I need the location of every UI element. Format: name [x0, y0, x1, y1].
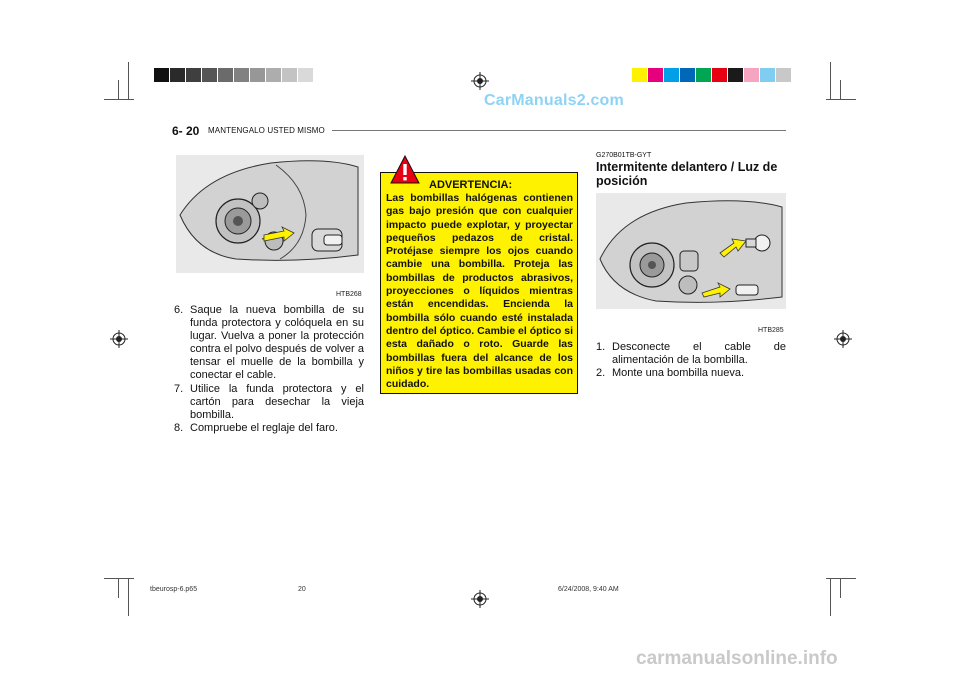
registration-color-bar: [632, 68, 792, 82]
crop-mark: [104, 99, 134, 100]
registration-swatch: [712, 68, 728, 82]
page-number: 6- 20: [172, 124, 200, 138]
steps-list-right: [596, 341, 786, 380]
headlamp-turn-signal-drawing: [596, 193, 786, 309]
registration-swatch: [632, 68, 648, 82]
registration-swatch: [234, 68, 250, 82]
crop-mark: [840, 578, 841, 598]
steps-list-left: [174, 304, 364, 435]
registration-swatch: [664, 68, 680, 82]
headlamp-rear-drawing: [176, 155, 364, 273]
footer-page: 20: [298, 586, 306, 593]
list-item: [174, 304, 364, 383]
step-text: Monte una bombilla nueva.: [612, 367, 745, 380]
registration-swatch: [760, 68, 776, 82]
list-item: [174, 383, 364, 422]
headlamp-illustration-right: [596, 193, 786, 309]
step-text: Compruebe el reglaje del faro.: [190, 421, 338, 434]
registration-swatch: [250, 68, 266, 82]
crop-mark: [118, 80, 119, 100]
registration-swatch: [298, 68, 314, 82]
warning-triangle-icon: [390, 155, 420, 185]
registration-swatch: [648, 68, 664, 82]
section-heading: Intermitente delantero / Luz de posición: [596, 160, 778, 188]
footer-timestamp: 6/24/2008, 9:40 AM: [558, 586, 619, 593]
headlamp-illustration-left: [176, 155, 364, 273]
step-text: Utilice la funda protectora y el cartón para desechar la vieja bombilla.: [190, 382, 364, 421]
crop-mark: [830, 578, 831, 616]
registration-target-icon: [110, 330, 128, 348]
crop-mark: [104, 578, 134, 579]
registration-swatch: [728, 68, 744, 82]
warning-title: ADVERTENCIA:: [429, 179, 513, 191]
figure-code-left: HTB268: [336, 291, 362, 298]
registration-target-icon: [471, 590, 489, 608]
watermark-top[interactable]: CarManuals2.com: [484, 92, 624, 109]
step-text: Desconecte el cable de alimentación de la bombilla.: [612, 341, 786, 367]
registration-target-icon: [471, 72, 489, 90]
section-title: MANTENGALO USTED MISMO: [208, 126, 325, 135]
step-number: 8.: [174, 421, 184, 434]
crop-mark: [128, 578, 129, 616]
crop-mark: [118, 578, 119, 598]
registration-swatch: [186, 68, 202, 82]
step-number: 2.: [596, 367, 606, 380]
footer-file: tbeurosp-6.p65: [150, 586, 198, 593]
crop-mark: [826, 99, 856, 100]
registration-swatch: [154, 68, 170, 82]
registration-swatch: [282, 68, 298, 82]
registration-target-icon: [834, 330, 852, 348]
warning-box: [380, 172, 578, 394]
registration-swatch: [696, 68, 712, 82]
watermark-bottom[interactable]: carmanualsonline.info: [636, 648, 838, 669]
crop-mark: [830, 62, 831, 100]
list-item: [174, 422, 364, 435]
registration-swatch: [202, 68, 218, 82]
list-item: [596, 367, 786, 380]
step-number: 7.: [174, 382, 184, 395]
registration-swatch: [680, 68, 696, 82]
registration-swatch: [218, 68, 234, 82]
reference-code: G270B01TB-GYT: [596, 152, 652, 159]
step-number: 1.: [596, 341, 606, 353]
registration-swatch: [266, 68, 282, 82]
figure-code-right: HTB285: [758, 327, 784, 334]
step-text: Saque la nueva bombilla de su funda protectora y colóquela en su lugar. Vuelva a poner la protección contra el polvo después de volver a tensar el muelle de la bombilla y conectar el cable.: [190, 304, 364, 382]
warning-text: Las bombillas halógenas contienen gas bajo presión que con cualquier impacto puede explotar, y proyectar pequeños pedazos de cristal. Protéjase siempre los ojos cuando cambie una bombilla. Proteja las bombillas de productos abrasivos, proyecciones o líquidos mientras están encendidas. Encienda la bombilla sólo cuando esté instalada dentro del óptico. Cambie el óptico si esta dañado o roto. Guarde las bombillas fuera del alcance de los niños y tire las bombillas usadas con cuidado.: [386, 192, 573, 391]
crop-mark: [128, 62, 129, 100]
list-item: [596, 341, 786, 367]
registration-swatch: [776, 68, 792, 82]
crop-mark: [840, 80, 841, 100]
header-rule: [332, 130, 786, 131]
registration-swatch: [170, 68, 186, 82]
registration-gray-bar: [154, 68, 314, 82]
registration-swatch: [744, 68, 760, 82]
step-number: 6.: [174, 304, 184, 316]
